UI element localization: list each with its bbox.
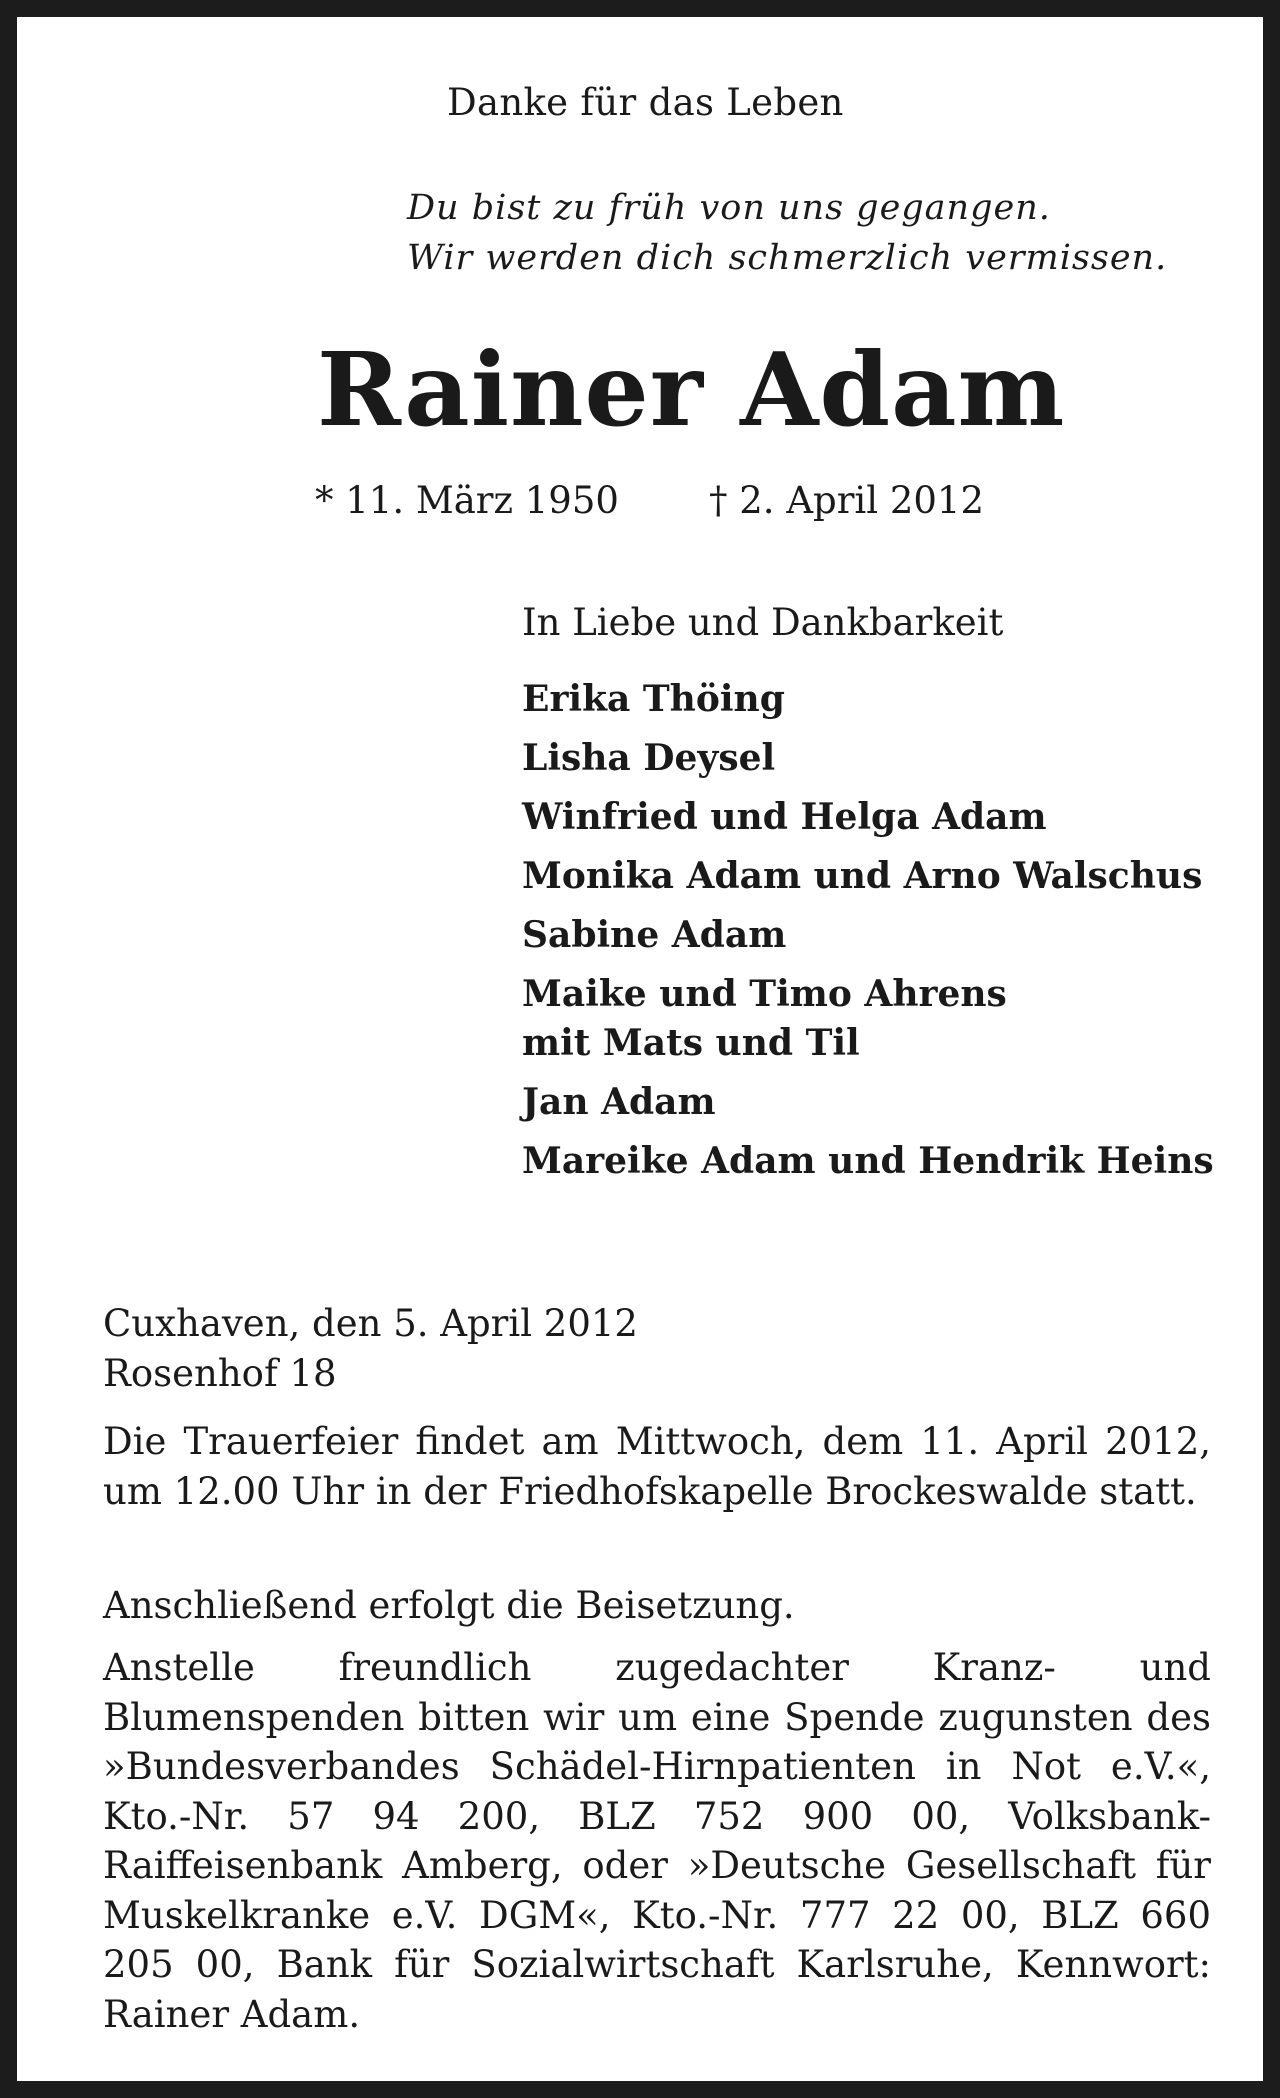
mourner-name: Lisha Deysel <box>522 737 776 779</box>
city-date: Cuxhaven, den 5. April 2012 <box>103 1302 638 1345</box>
mourners-list <box>522 675 1222 1196</box>
verse-line: Du bist zu früh von uns gegangen. <box>407 188 1051 228</box>
mourner-name: Mareike Adam und Hendrik Heins <box>522 1140 1214 1182</box>
verse <box>407 183 1167 283</box>
mourner-name: mit Mats und Til <box>522 1022 860 1064</box>
mourner-name: Jan Adam <box>522 1081 716 1123</box>
address: Rosenhof 18 <box>103 1352 337 1395</box>
mourner-name: Sabine Adam <box>522 914 787 956</box>
mourner <box>522 675 1222 724</box>
burial-paragraph: Anschließend erfolgt die Beisetzung. <box>103 1584 795 1627</box>
mourner <box>522 911 1222 960</box>
mourner <box>522 793 1222 842</box>
motto: Danke für das Leben <box>447 81 844 124</box>
death-date: † 2. April 2012 <box>709 479 985 522</box>
mourner-name: Monika Adam und Arno Walschus <box>522 855 1203 897</box>
deceased-name: Rainer Adam <box>317 330 1066 449</box>
birth-date: * 11. März 1950 <box>315 479 619 522</box>
mourner-name: Winfried und Helga Adam <box>522 796 1047 838</box>
mourner <box>522 852 1222 901</box>
mourner-name: Maike und Timo Ahrens <box>522 973 1007 1015</box>
mourner <box>522 1078 1222 1127</box>
mourner <box>522 970 1222 1068</box>
donation-paragraph: Anstelle freundlich zugedachter Kranz- und Blumenspenden bitten wir um eine Spende zugunsten des »Bundesverbandes Schädel-Hirnpatienten in Not e.V.«, Kto.-Nr. 57 94 200, BLZ 752 900 00, Volksbank-Raiffeisenbank Amberg, oder »Deutsche Gesellschaft für Muskelkranke e.V. DGM«, Kto.-Nr. 777 22 00, BLZ 660 205 00, Bank für Sozialwirtschaft Karlsruhe, Kennwort: Rainer Adam. <box>103 1646 1211 2036</box>
verse-line: Wir werden dich schmerzlich vermissen. <box>407 238 1168 278</box>
mourner <box>522 734 1222 783</box>
place-and-date <box>103 1299 638 1399</box>
dedication: In Liebe und Dankbarkeit <box>522 601 1004 644</box>
funeral-service-paragraph: Die Trauerfeier findet am Mittwoch, dem 11. April 2012, um 12.00 Uhr in der Friedhofskapelle Brockeswalde statt. <box>103 1420 1211 1513</box>
mourner-name: Erika Thöing <box>522 678 785 720</box>
mourner <box>522 1137 1222 1186</box>
